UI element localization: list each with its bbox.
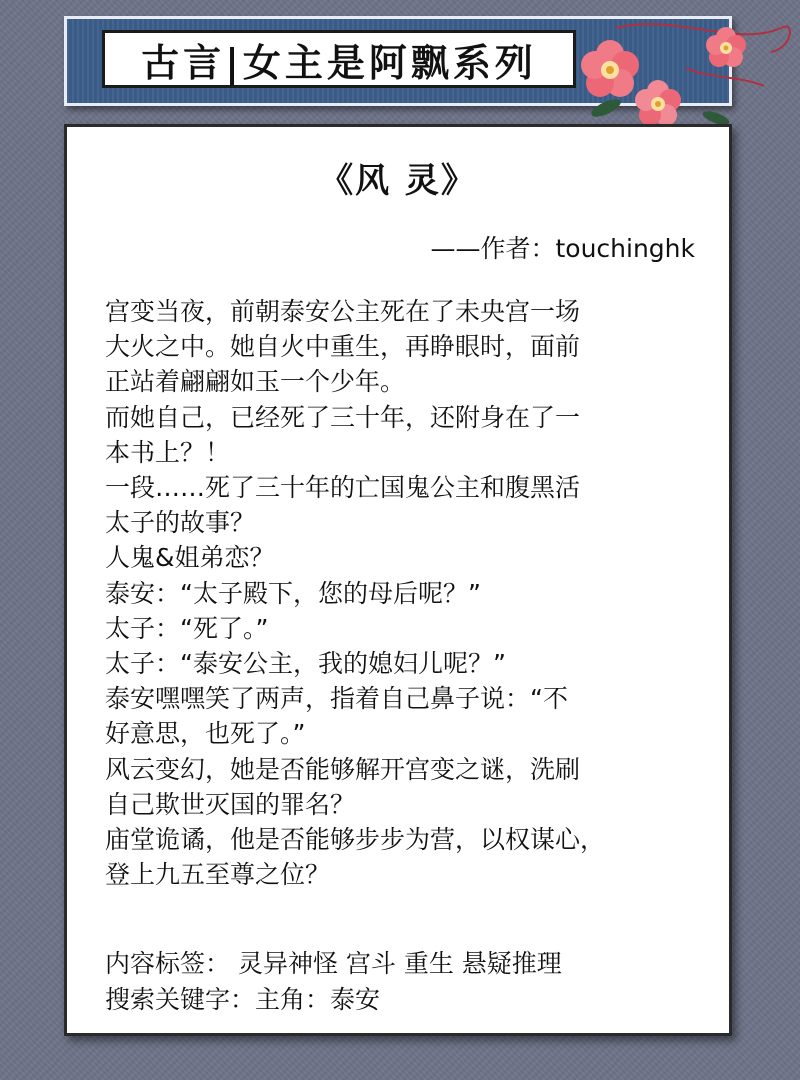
flower-decoration-icon <box>566 8 800 132</box>
synopsis-line: 太子的故事？ <box>105 508 256 538</box>
synopsis-line: 人鬼&姐弟恋？ <box>105 543 275 573</box>
synopsis-line: 泰安嘿嘿笑了两声，指着自己鼻子说：“不 <box>105 684 568 714</box>
content-tags: 内容标签： 灵异神怪 宫斗 重生 悬疑推理 <box>105 949 562 978</box>
book-author: ——作者：touchinghk <box>430 234 695 263</box>
synopsis-line: 宫变当夜，前朝泰安公主死在了未央宫一场 <box>105 297 581 326</box>
synopsis-line: 庙堂诡谲，他是否能够步步为营，以权谋心， <box>105 825 606 855</box>
synopsis-line: 泰安：“太子殿下，您的母后呢？” <box>105 578 481 608</box>
synopsis-line: 一段……死了三十年的亡国鬼公主和腹黑活 <box>105 473 581 503</box>
series-title-box <box>102 30 576 88</box>
series-title: 古言|女主是阿飘系列 <box>141 39 537 85</box>
synopsis-line: 风云变幻，她是否能够解开宫变之谜，洗刷 <box>105 754 581 784</box>
synopsis-line: 登上九五至尊之位？ <box>105 860 331 890</box>
synopsis-line: 自己欺世灭国的罪名？ <box>105 789 356 819</box>
synopsis-text <box>105 294 705 892</box>
synopsis-line: 本书上？！ <box>105 437 231 467</box>
search-keywords: 搜索关键字：主角：泰安 <box>105 985 381 1014</box>
synopsis-line: 太子：“泰安公主，我的媳妇儿呢？” <box>105 649 506 679</box>
book-title: 《风 灵》 <box>319 161 477 201</box>
synopsis-line: 而她自己，已经死了三十年，还附身在了一 <box>105 402 581 432</box>
synopsis-line: 太子：“死了。” <box>105 613 269 643</box>
synopsis-line: 正站着翩翩如玉一个少年。 <box>105 367 406 397</box>
synopsis-line: 大火之中。她自火中重生，再睁眼时，面前 <box>105 332 581 362</box>
synopsis-line: 好意思，也死了。” <box>105 719 306 749</box>
synopsis-card <box>64 124 732 1036</box>
tags-section <box>105 946 705 1018</box>
